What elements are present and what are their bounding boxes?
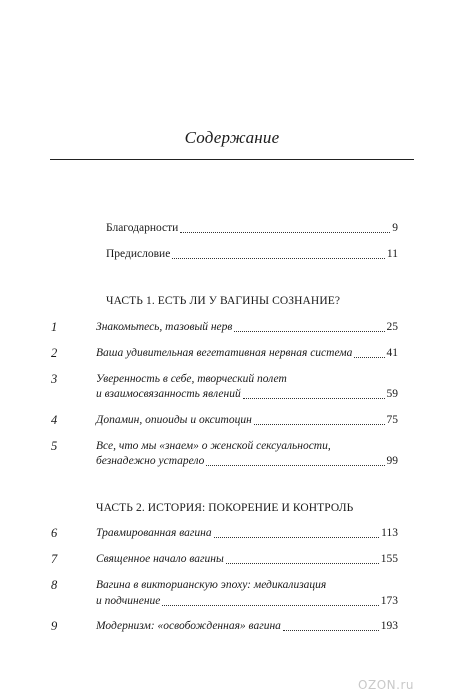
toc-entry-title: Травмированная вагина (96, 527, 212, 539)
chapter-number: 2 (51, 346, 58, 360)
toc-entry-title: Модернизм: «освобожденная» вагина (96, 620, 281, 632)
chapter-number: 3 (51, 372, 58, 386)
title-divider (50, 159, 414, 160)
toc-chapter-7[interactable] (96, 552, 398, 567)
toc-entry-title: и подчинение (96, 595, 161, 607)
chapter-number: 1 (51, 320, 58, 334)
chapter-number: 7 (51, 552, 58, 566)
toc-entry-page: 9 (392, 222, 398, 234)
toc-entry-title: безнадежно устарело (96, 455, 205, 467)
toc-entry-page: 99 (386, 455, 398, 467)
chapter-number: 4 (51, 413, 58, 427)
toc-entry-title: и взаимосвязанность явлений (96, 388, 241, 400)
toc-entry-title: Допамин, опиоиды и окситоцин (96, 414, 252, 426)
toc-entry-acknowledgements[interactable] (106, 221, 398, 236)
toc-entry-page: 173 (380, 595, 398, 607)
toc-entry-page: 11 (386, 248, 398, 260)
leader-dots (206, 465, 384, 466)
part-heading-1: ЧАСТЬ 1. ЕСТЬ ЛИ У ВАГИНЫ СОЗНАНИЕ? (106, 295, 341, 307)
toc-entry-page: 75 (386, 414, 398, 426)
leader-dots (234, 331, 384, 332)
toc-chapter-8[interactable] (96, 594, 398, 609)
toc-entry-title-line: Вагина в викторианскую эпоху: медикализация (96, 579, 327, 591)
leader-dots (172, 258, 385, 259)
toc-entry-page: 41 (386, 347, 398, 359)
toc-entry-title-line: Уверенность в себе, творческий полет (96, 373, 287, 385)
leader-dots (354, 357, 384, 358)
toc-chapter-3[interactable] (96, 387, 398, 402)
toc-entry-page: 25 (386, 321, 398, 333)
chapter-number: 9 (51, 619, 58, 633)
toc-entry-title-line: Все, что мы «знаем» о женской сексуальности, (96, 440, 331, 452)
leader-dots (283, 630, 379, 631)
chapter-number: 6 (51, 526, 58, 540)
toc-chapter-4[interactable] (96, 413, 398, 428)
chapter-number: 5 (51, 439, 58, 453)
toc-chapter-5[interactable] (96, 454, 398, 469)
leader-dots (226, 563, 379, 564)
toc-chapter-9[interactable] (96, 619, 398, 634)
toc-chapter-1[interactable] (96, 320, 398, 335)
toc-entry-page: 193 (380, 620, 398, 632)
leader-dots (180, 232, 390, 233)
leader-dots (162, 605, 378, 606)
toc-entry-title: Предисловие (106, 248, 171, 260)
toc-entry-title: Благодарности (106, 222, 179, 234)
toc-entry-preface[interactable] (106, 247, 398, 262)
page-title: Содержание (184, 128, 280, 147)
leader-dots (254, 424, 385, 425)
watermark: OZON.ru (358, 678, 414, 692)
toc-entry-title: Священное начало вагины (96, 553, 224, 565)
toc-entry-title: Ваша удивительная вегетативная нервная система (96, 347, 353, 359)
toc-chapter-6[interactable] (96, 526, 398, 541)
leader-dots (214, 537, 380, 538)
toc-entry-page: 59 (386, 388, 398, 400)
toc-chapter-2[interactable] (96, 346, 398, 361)
leader-dots (243, 398, 385, 399)
toc-entry-page: 113 (381, 527, 398, 539)
chapter-number: 8 (51, 578, 58, 592)
part-heading-2: ЧАСТЬ 2. ИСТОРИЯ: ПОКОРЕНИЕ И КОНТРОЛЬ (96, 502, 354, 514)
toc-entry-page: 155 (380, 553, 398, 565)
toc-entry-title: Знакомьтесь, тазовый нерв (96, 321, 233, 333)
